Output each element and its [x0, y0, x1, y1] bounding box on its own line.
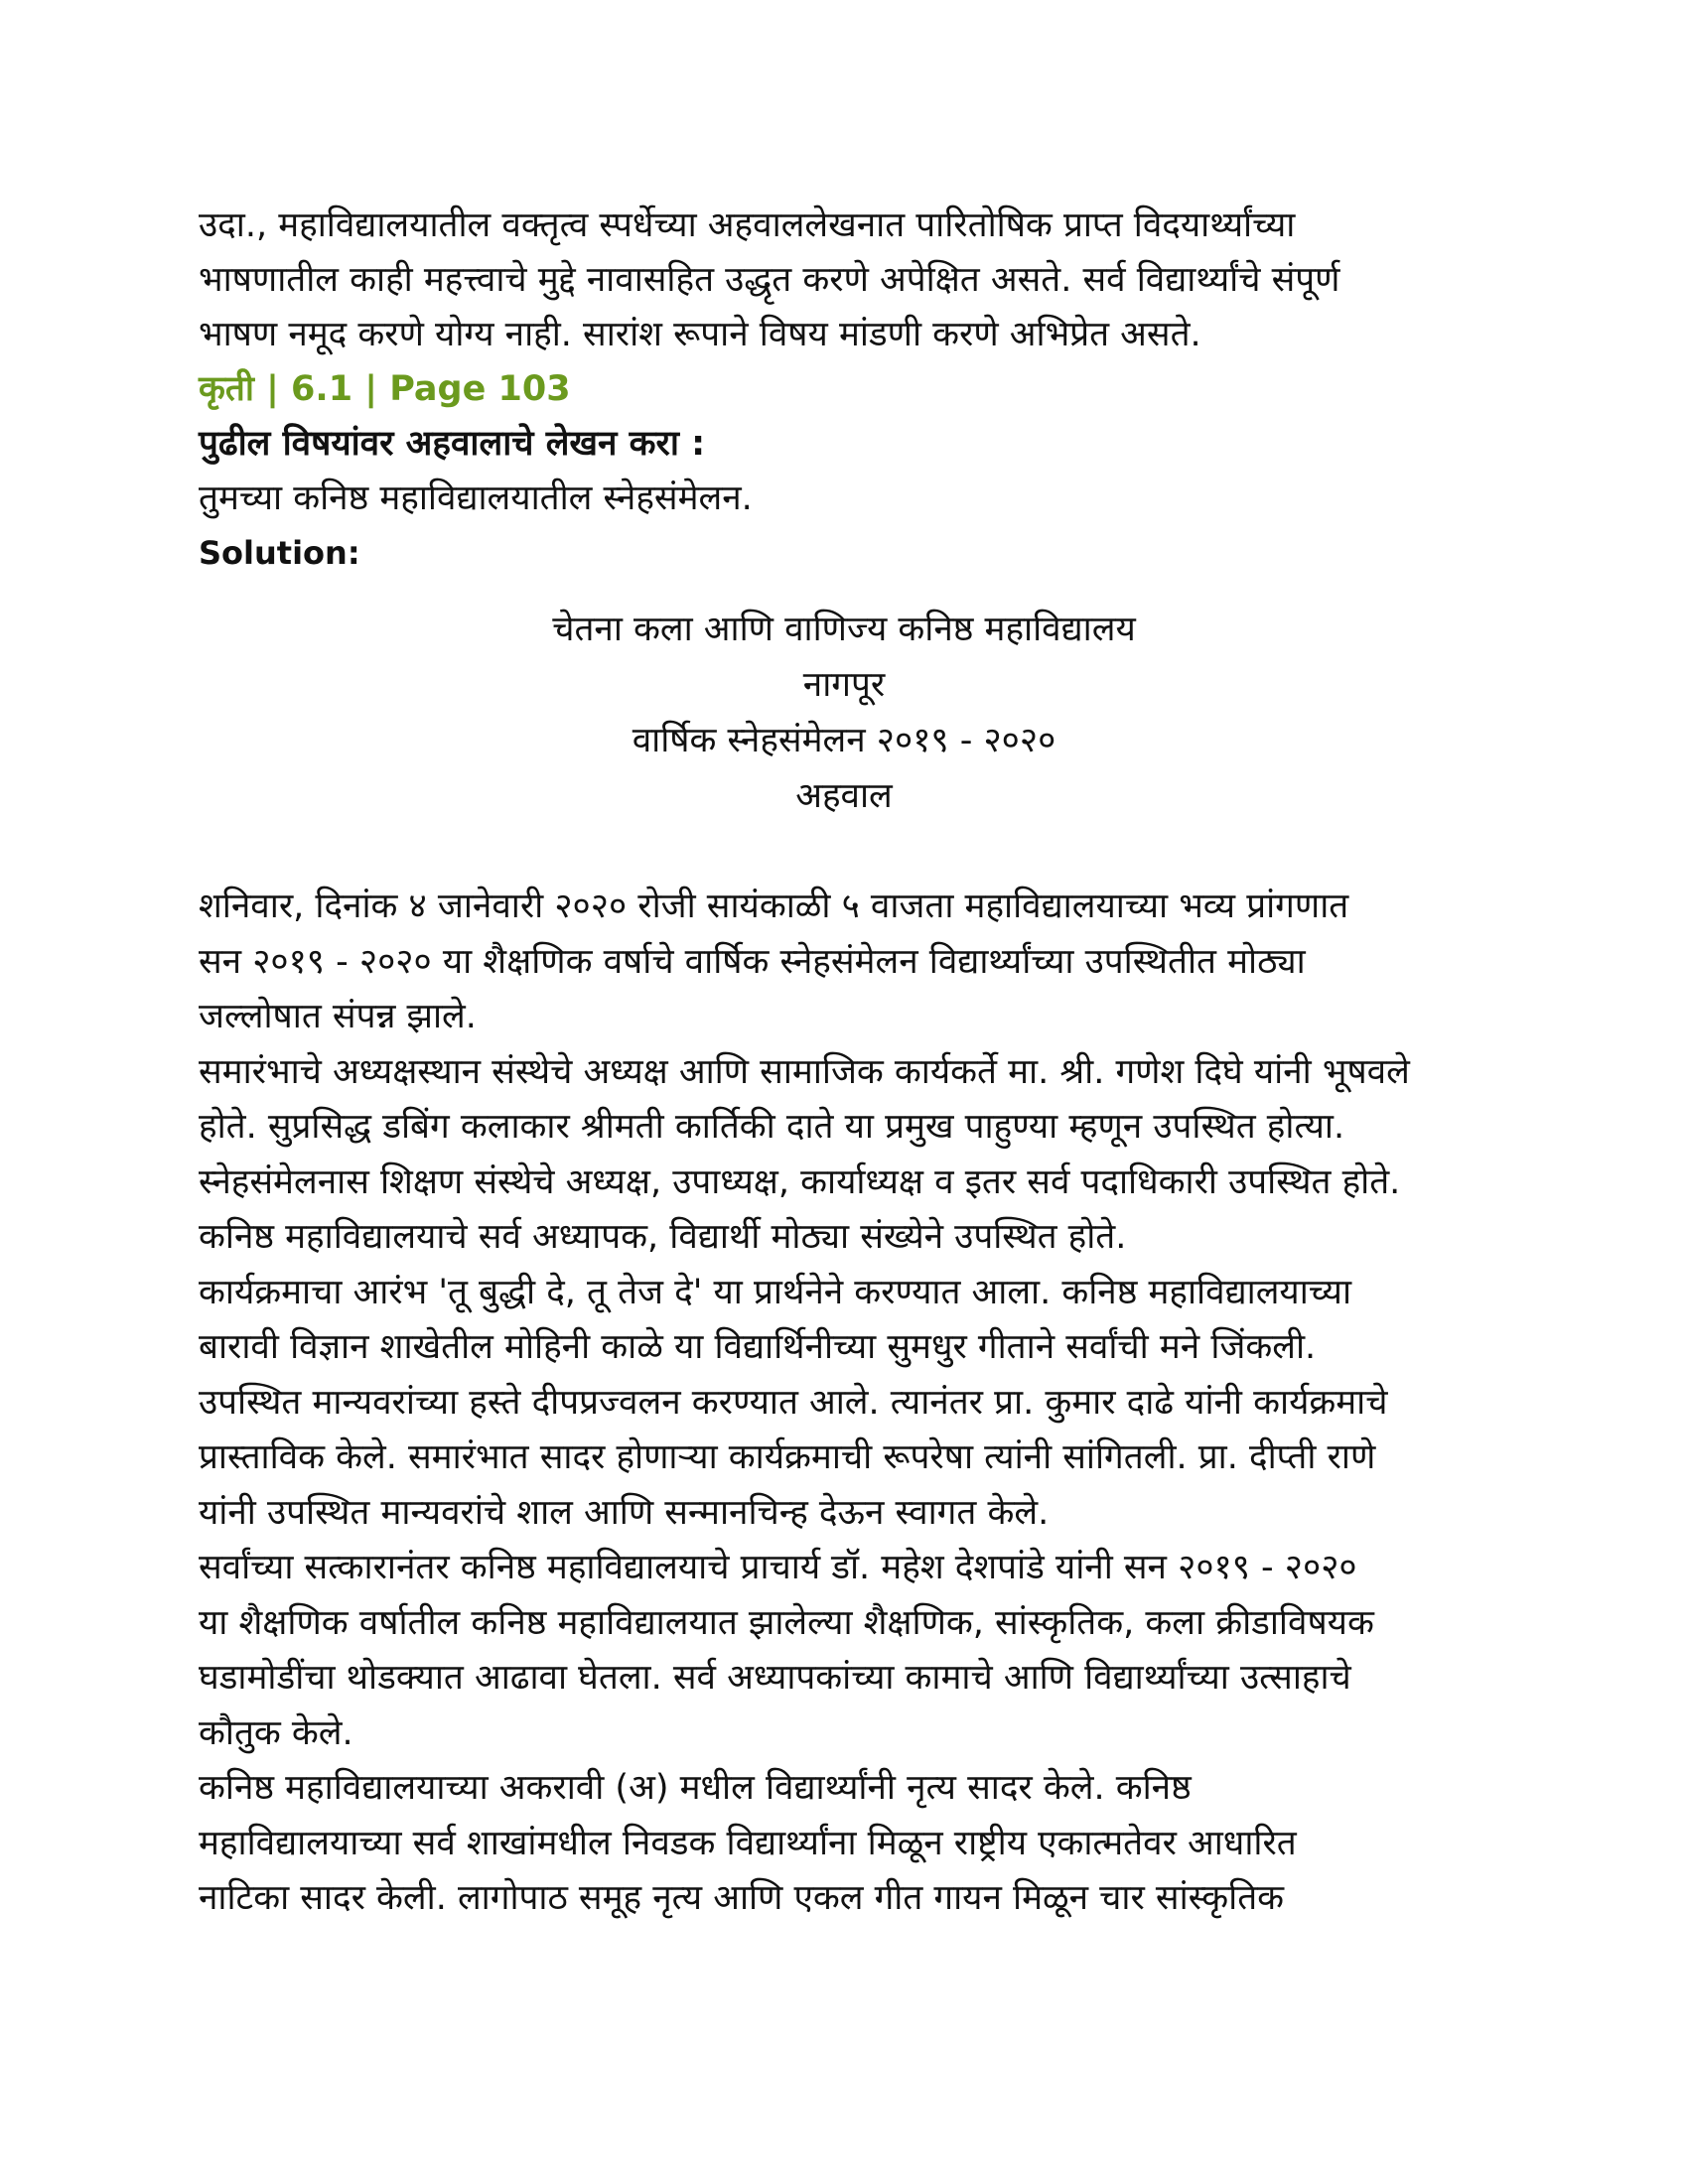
intro-line: उदा., महाविद्यालयातील वक्तृत्व स्पर्धेच्या अहवाललेखनात पारितोषिक प्राप्त विदयार्थ्यांच्या	[199, 205, 1296, 245]
report-line: कार्यक्रमाचा आरंभ 'तू बुद्धी दे, तू तेज दे' या प्रार्थनेने करण्यात आला. कनिष्ठ महाविद्यालयाच्या	[199, 1272, 1352, 1312]
report-line: होते. सुप्रसिद्ध डबिंग कलाकार श्रीमती कार्तिकी दाते या प्रमुख पाहुण्या म्हणून उपस्थित होत्या.	[199, 1107, 1345, 1147]
report-line: सन २०१९ - २०२० या शैक्षणिक वर्षाचे वार्षिक स्नेहसंमेलन विद्यार्थ्यांच्या उपस्थितीत मोठ्या	[199, 941, 1306, 982]
report-line: कनिष्ठ महाविद्यालयाच्या अकरावी (अ) मधील विद्यार्थ्यांनी नृत्य सादर केले. कनिष्ठ	[199, 1768, 1192, 1808]
report-event: वार्षिक स्नेहसंमेलन २०१९ - २०२०	[632, 721, 1056, 760]
report-paragraph	[199, 880, 1509, 1045]
report-paragraph	[199, 1045, 1509, 1266]
report-line: प्रास्ताविक केले. समारंभात सादर होणाऱ्या कार्यक्रमाची रूपरेषा त्यांनी सांगितली. प्रा. दीप्ती राणे	[199, 1437, 1376, 1477]
report-line: स्नेहसंमेलनास शिक्षण संस्थेचे अध्यक्ष, उपाध्यक्ष, कार्याध्यक्ष व इतर सर्व पदाधिकारी उपस्थित होते.	[199, 1161, 1401, 1202]
solution-label: Solution:	[199, 534, 360, 572]
report-line: महाविद्यालयाच्या सर्व शाखांमधील निवडक विद्यार्थ्यांना मिळून राष्ट्रीय एकात्मतेवर आधारित	[199, 1823, 1297, 1863]
report-title: अहवाल	[795, 776, 893, 816]
intro-line: भाषणातील काही महत्त्वाचे मुद्दे नावासहित उद्धृत करणे अपेक्षित असते. सर्व विद्यार्थ्यांचे संपूर्ण	[199, 260, 1340, 300]
report-college-name: चेतना कला आणि वाणिज्य कनिष्ठ महाविद्यालय	[552, 610, 1136, 649]
report-paragraph	[199, 1541, 1509, 1761]
report-header	[199, 602, 1489, 824]
report-line: समारंभाचे अध्यक्षस्थान संस्थेचे अध्यक्ष आणि सामाजिक कार्यकर्ते मा. श्री. गणेश दिघे यांनी भूषवले	[199, 1051, 1410, 1092]
report-line: शनिवार, दिनांक ४ जानेवारी २०२० रोजी सायंकाळी ५ वाजता महाविद्यालयाच्या भव्य प्रांगणात	[199, 887, 1349, 926]
report-body	[199, 880, 1509, 1927]
intro-paragraph	[199, 199, 1509, 362]
report-paragraph	[199, 1266, 1509, 1542]
report-line: बारावी विज्ञान शाखेतील मोहिनी काळे या विद्यार्थिनीच्या सुमधुर गीताने सर्वांची मने जिंकली.	[199, 1327, 1317, 1367]
report-line: यांनी उपस्थित मान्यवरांचे शाल आणि सन्मानचिन्ह देऊन स्वागत केले.	[199, 1492, 1050, 1533]
report-line: उपस्थित मान्यवरांच्या हस्ते दीपप्रज्वलन करण्यात आले. त्यानंतर प्रा. कुमार दाढे यांनी कार्यक्रमाचे	[199, 1382, 1388, 1423]
report-line: सर्वांच्या सत्कारानंतर कनिष्ठ महाविद्यालयाचे प्राचार्य डॉ. महेश देशपांडे यांनी सन २०१९ - २०२०	[199, 1548, 1357, 1587]
page-content	[199, 199, 1509, 1927]
report-paragraph	[199, 1761, 1509, 1927]
report-line: कौतुक केले.	[199, 1712, 353, 1753]
activity-label: कृती | 6.1 | Page 103	[199, 369, 571, 409]
report-line: नाटिका सादर केली. लागोपाठ समूह नृत्य आणि एकल गीत गायन मिळून चार सांस्कृतिक	[199, 1878, 1285, 1918]
question-heading: पुढील विषयांवर अहवालाचे लेखन करा :	[199, 424, 706, 464]
report-line: कनिष्ठ महाविद्यालयाचे सर्व अध्यापक, विद्यार्थी मोठ्या संख्येने उपस्थित होते.	[199, 1217, 1127, 1257]
report-line: जल्लोषात संपन्न झाले.	[199, 997, 477, 1036]
intro-line: भाषण नमूद करणे योग्य नाही. सारांश रूपाने विषय मांडणी करणे अभिप्रेत असते.	[199, 315, 1201, 354]
report-line: घडामोडींचा थोडक्यात आढावा घेतला. सर्व अध्यापकांच्या कामाचे आणि विद्यार्थ्यांच्या उत्साहाचे	[199, 1658, 1351, 1698]
question-body: तुमच्या कनिष्ठ महाविद्यालयातील स्नेहसंमेलन.	[199, 478, 753, 518]
report-city: नागपूर	[802, 665, 886, 705]
report-line: या शैक्षणिक वर्षातील कनिष्ठ महाविद्यालयात झालेल्या शैक्षणिक, सांस्कृतिक, कला क्रीडाविषयक	[199, 1602, 1374, 1643]
